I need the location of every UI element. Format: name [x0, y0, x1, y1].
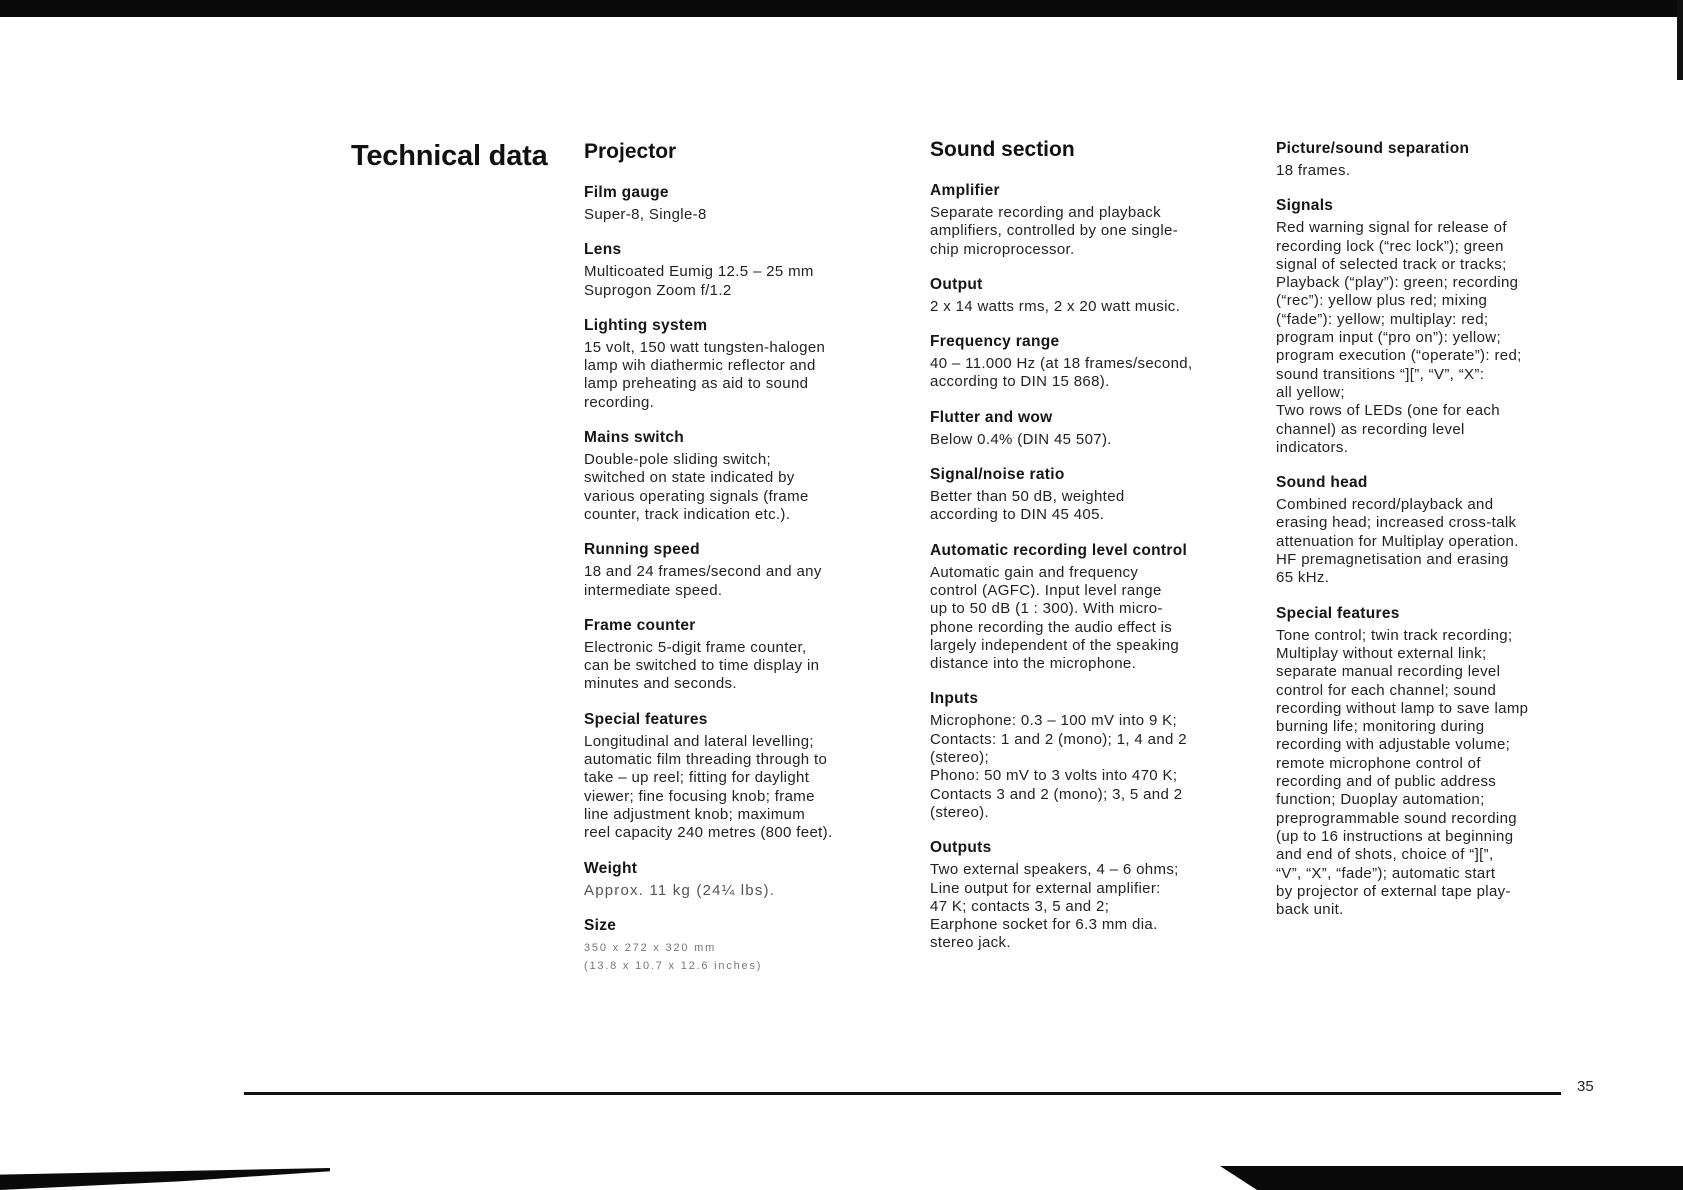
section-title: Frame counter — [584, 616, 696, 634]
projector-column — [584, 140, 902, 992]
signal-noise-section — [930, 466, 1248, 525]
size-section — [584, 917, 902, 976]
frame-counter-section — [584, 617, 902, 694]
section-title: Special features — [1276, 604, 1400, 622]
section-text: 2 x 14 watts rms, 2 x 20 watt music. — [930, 297, 1181, 315]
footer-rule — [244, 1092, 1561, 1095]
section-title: Signal/noise ratio — [930, 466, 1065, 484]
picture-sound-separation-section — [1276, 140, 1606, 180]
section-title: Signals — [1276, 197, 1334, 215]
section-title: Picture/sound separation — [1276, 140, 1470, 157]
section-text: Approx. 11 kg (24¼ lbs). — [584, 881, 776, 899]
lighting-system-section — [584, 317, 902, 412]
sound-head-section — [1276, 474, 1606, 587]
section-text: Microphone: 0.3 – 100 mV into 9 K; Contacts: 1 and 2 (mono); 1, 4 and 2 (stereo); Phono: 50 mV to 3 volts into 470 K; Contacts 3 and 2 (mono); 3, 5 and 2 (stereo). — [930, 712, 1187, 821]
section-title: Amplifier — [930, 182, 1000, 199]
section-title: Outputs — [930, 839, 992, 857]
section-text: Multicoated Eumig 12.5 – 25 mm Suprogon Zoom f/1.2 — [584, 263, 814, 299]
section-title: Inputs — [930, 690, 979, 708]
auto-level-control-section — [930, 542, 1248, 674]
running-speed-section — [584, 541, 902, 600]
section-text: 18 frames. — [1276, 162, 1351, 179]
section-title: Size — [584, 916, 617, 934]
section-title: Mains switch — [584, 429, 685, 447]
section-title: Weight — [584, 859, 638, 877]
inputs-section — [930, 690, 1248, 822]
section-text: Separate recording and playback amplifiers, controlled by one single- chip microprocessor. — [930, 204, 1179, 258]
projector-special-features-section — [584, 711, 902, 843]
section-text: Tone control; twin track recording; Multiplay without external link; separate manual recording level control for each channel; sound recording without lamp to save lamp burning life; monitoring during recording with adjustable volume; remote microphone control of recording and of public address function; Duoplay automation; preprogrammable sound recording (up to 16 instructions at beginning and end of shots, choice of “][”, “V”, “X”, “fade”); automatic start by projector of external tape play- back unit. — [1276, 626, 1529, 919]
section-text: 350 x 272 x 320 mm (13.8 x 10.7 x 12.6 inches) — [584, 941, 763, 973]
flutter-wow-section — [930, 409, 1248, 449]
section-text: 18 and 24 frames/second and any intermediate speed. — [584, 563, 822, 599]
lens-section — [584, 241, 902, 300]
section-text: 15 volt, 150 watt tungsten-halogen lamp wih diathermic reflector and lamp preheating as aid to sound recording. — [584, 338, 826, 411]
sound-section-heading: Sound section — [930, 138, 1075, 161]
output-section — [930, 276, 1248, 316]
section-text: Electronic 5-digit frame counter, can be switched to time display in minutes and seconds. — [584, 638, 820, 693]
section-title: Automatic recording level control — [930, 541, 1188, 559]
section-text: Combined record/playback and erasing head; increased cross-talk attenuation for Multiplay operation. HF premagnetisation and erasing 65 kHz. — [1276, 496, 1519, 587]
sound-special-features-section — [1276, 605, 1606, 920]
mains-switch-section — [584, 429, 902, 524]
section-title: Flutter and wow — [930, 408, 1053, 426]
page-number: 35 — [1577, 1078, 1594, 1095]
scan-border-right — [1677, 0, 1683, 80]
scan-border-top — [0, 0, 1683, 17]
section-title: Running speed — [584, 541, 700, 559]
sound-continued-column — [1276, 140, 1606, 936]
frequency-range-section — [930, 333, 1248, 392]
section-text: 40 – 11.000 Hz (at 18 frames/second, according to DIN 15 868). — [930, 355, 1193, 391]
amplifier-section — [930, 182, 1248, 259]
section-title: Lens — [584, 241, 622, 259]
section-title: Film gauge — [584, 184, 669, 201]
outputs-section — [930, 839, 1248, 952]
sound-section-column — [930, 138, 1248, 970]
section-text: Better than 50 dB, weighted according to DIN 45 405. — [930, 488, 1125, 524]
section-title: Sound head — [1276, 474, 1368, 492]
section-title: Frequency range — [930, 333, 1060, 351]
section-text: Longitudinal and lateral levelling; automatic film threading through to take – up reel; fitting for daylight viewer; fine focusing knob; frame line adjustment knob; maximum reel capacity 240 metres (800 feet). — [584, 732, 833, 842]
page-title: Technical data — [351, 140, 548, 172]
weight-section — [584, 860, 902, 900]
projector-heading: Projector — [584, 140, 677, 163]
section-text: Red warning signal for release of recording lock (“rec lock”); green signal of selected track or tracks; Playback (“play”): green; recording (“rec”): yellow plus red; mixing (“fade”): yellow; multiplay: red; program input (“pro on”): yellow; program execution (“operate”): red; sound transitions “][”, “V”, “X”: all yellow; Two rows of LEDs (one for each channel) as recording level indicators. — [1276, 219, 1522, 456]
film-gauge-section — [584, 184, 902, 224]
scan-shadow-bottom-right — [1220, 1166, 1683, 1190]
section-text: Two external speakers, 4 – 6 ohms; Line output for external amplifier: 47 K; contacts 3, 5 and 2; Earphone socket for 6.3 mm dia. stereo jack. — [930, 861, 1179, 952]
section-title: Output — [930, 275, 983, 293]
scan-shadow-bottom-left — [0, 1168, 330, 1190]
section-text: Automatic gain and frequency control (AGFC). Input level range up to 50 dB (1 : 300). With micro- phone recording the audio effect is largely independent of the speaking distance into the microphone. — [930, 563, 1180, 673]
section-title: Lighting system — [584, 316, 708, 334]
section-text: Double-pole sliding switch; switched on state indicated by various operating signals (frame counter, track indication etc.). — [584, 451, 809, 523]
signals-section — [1276, 197, 1606, 457]
section-text: Super-8, Single-8 — [584, 206, 707, 223]
section-title: Special features — [584, 710, 708, 728]
section-text: Below 0.4% (DIN 45 507). — [930, 430, 1112, 448]
